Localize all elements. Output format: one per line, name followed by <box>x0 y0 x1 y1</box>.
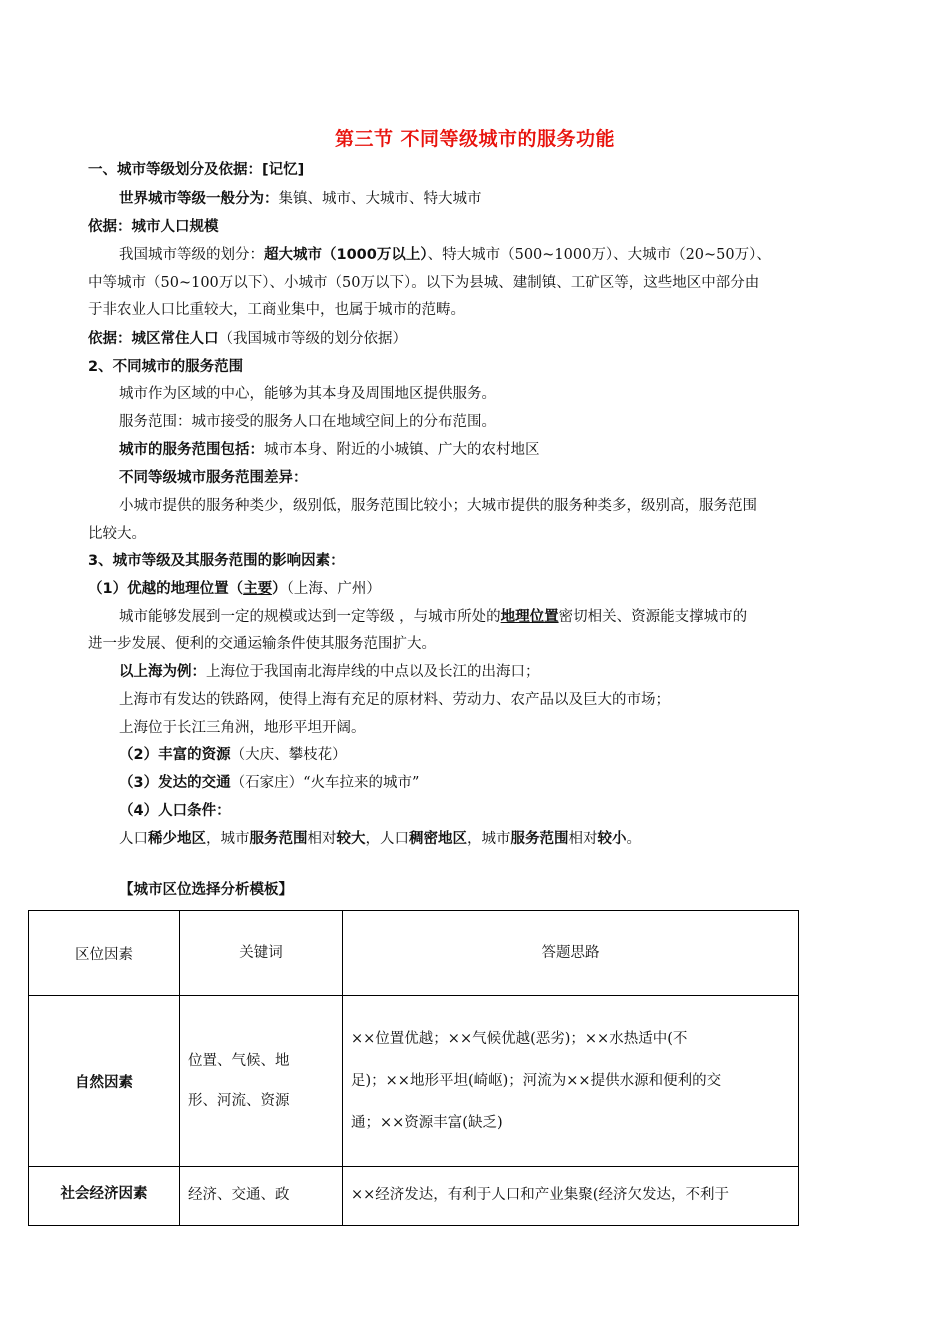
header-approach: 答题思路 <box>343 911 799 996</box>
factor-2-line <box>119 745 347 765</box>
approach-cell <box>343 996 799 1167</box>
table-row <box>29 1167 799 1226</box>
approach-line: ××位置优越；××气候优越(恶劣)；××水热适中(不 <box>351 1031 688 1047</box>
basis-population: 依据：城市人口规模 <box>88 219 219 235</box>
table-header-row <box>29 911 799 996</box>
factor-1-paragraph-line-1 <box>119 607 747 627</box>
section-1-heading: 一、城市等级划分及依据：[记忆] <box>88 162 305 178</box>
shanghai-example-line-1 <box>119 662 540 682</box>
china-levels-line-2: 中等城市（50~100万以下）、小城市（50万以下）。以下为县城、建制镇、工矿区等，这些地区中部分由 <box>88 275 760 291</box>
service-range-label: 城市的服务范围包括： <box>119 442 264 458</box>
factor-1-text-a: 城市能够发展到一定的规模或达到一定等级 ，与城市所处的 <box>119 609 501 625</box>
approach-line: 通；××资源丰富(缺乏) <box>351 1115 503 1131</box>
keywords-line: 形、河流、资源 <box>188 1093 290 1109</box>
china-levels-intro: 我国城市等级的划分： <box>119 247 264 263</box>
section-3-heading: 3、城市等级及其服务范围的影响因素： <box>88 553 345 569</box>
header-factor: 区位因素 <box>29 911 180 996</box>
factor-cell: 社会经济因素 <box>29 1167 180 1226</box>
section-2-paragraph-5b: 比较大。 <box>88 526 146 542</box>
world-city-levels <box>119 189 482 209</box>
approach-line: 足)；××地形平坦(崎岖)；河流为××提供水源和便利的交 <box>351 1073 722 1089</box>
pop-dense: 稠密地区 <box>409 831 467 847</box>
pop-text: 。 <box>626 831 641 847</box>
factor-cell: 自然因素 <box>29 996 180 1167</box>
pop-text: 相对 <box>307 831 337 847</box>
population-condition-line <box>119 829 641 849</box>
pop-text: ，城市 <box>467 831 511 847</box>
china-levels-line-1 <box>119 245 771 265</box>
basis-2-note: （我国城市等级的划分依据） <box>218 331 407 347</box>
section-2-paragraph-3 <box>119 440 540 460</box>
basis-2-label: 依据：城区常住人口 <box>88 331 219 347</box>
keywords-cell <box>180 996 343 1167</box>
section-2-heading: 2、不同城市的服务范围 <box>88 359 244 375</box>
section-2-paragraph-2: 服务范围：城市接受的服务人口在地域空间上的分布范围。 <box>119 414 496 430</box>
factor-1-label: （1）优越的地理位置（ <box>88 581 244 597</box>
service-range-text: 城市本身、附近的小城镇、广大的农村地区 <box>264 442 540 458</box>
location-analysis-table <box>28 910 799 1226</box>
factor-1-geo-location: 地理位置 <box>500 609 559 625</box>
keywords-line: 位置、气候、地 <box>188 1053 290 1069</box>
factor-1-main: 主要 <box>243 581 273 597</box>
keywords-cell <box>180 1167 343 1226</box>
template-heading: 【城市区位选择分析模板】 <box>119 882 293 898</box>
pop-sparse: 稀少地区 <box>148 831 206 847</box>
pop-text: 相对 <box>568 831 598 847</box>
pop-smaller: 较小 <box>597 831 627 847</box>
approach-cell <box>343 1167 799 1226</box>
pop-text: ，城市 <box>206 831 250 847</box>
section-2-paragraph-5a: 小城市提供的服务种类少，级别低，服务范围比较小；大城市提供的服务种类多，级别高，服务范围 <box>119 498 757 514</box>
factor-1-paragraph-line-2: 进一步发展、便利的交通运输条件使其服务范围扩大。 <box>88 636 436 652</box>
page-title: 第三节 不同等级城市的服务功能 <box>334 128 616 150</box>
china-levels-rest: 、特大城市（500~1000万）、大城市（20~50万）、 <box>427 247 771 263</box>
pop-text: 人口 <box>119 831 148 847</box>
shanghai-label: 以上海为例： <box>119 664 206 680</box>
factor-3-label: （3）发达的交通 <box>119 775 231 791</box>
keywords-line: 经济、交通、政 <box>188 1187 290 1203</box>
pop-text: ，人口 <box>365 831 409 847</box>
pop-larger: 较大 <box>336 831 366 847</box>
factor-4-label: （4）人口条件： <box>119 803 231 819</box>
shanghai-text-1: 上海位于我国南北海岸线的中点以及长江的出海口； <box>206 664 540 680</box>
basis-resident-population <box>88 329 407 349</box>
pop-service-range: 服务范围 <box>510 831 569 847</box>
pop-service-range: 服务范围 <box>249 831 308 847</box>
shanghai-example-line-3: 上海位于长江三角洲，地形平坦开阔。 <box>119 720 366 736</box>
header-keywords: 关键词 <box>180 911 343 996</box>
factor-3-note: （石家庄）“火车拉来的城市” <box>230 775 420 791</box>
section-2-paragraph-1: 城市作为区域的中心，能够为其本身及周围地区提供服务。 <box>119 386 496 402</box>
factor-1-line <box>88 579 381 599</box>
approach-line: ××经济发达，有利于人口和产业集聚(经济欠发达，不利于 <box>351 1187 729 1203</box>
factor-1-text-b: 密切相关、资源能支撑城市的 <box>558 609 748 625</box>
factor-2-label: （2）丰富的资源 <box>119 747 231 763</box>
factor-1-close: ） <box>272 581 287 597</box>
factor-2-note: （大庆、攀枝花） <box>230 747 347 763</box>
china-levels-line-3: 于非农业人口比重较大，工商业集中，也属于城市的范畴。 <box>88 302 465 318</box>
section-2-paragraph-4: 不同等级城市服务范围差异： <box>119 470 308 486</box>
china-mega-city: 超大城市（1000万以上） <box>264 247 428 263</box>
factor-1-note: （上海、广州） <box>286 581 381 597</box>
factor-3-line <box>119 773 419 793</box>
world-levels-text: 集镇、城市、大城市、特大城市 <box>278 191 482 207</box>
shanghai-example-line-2: 上海市有发达的铁路网，使得上海有充足的原材料、劳动力、农产品以及巨大的市场； <box>119 692 670 708</box>
table-row <box>29 996 799 1167</box>
world-levels-label: 世界城市等级一般分为： <box>119 191 279 207</box>
